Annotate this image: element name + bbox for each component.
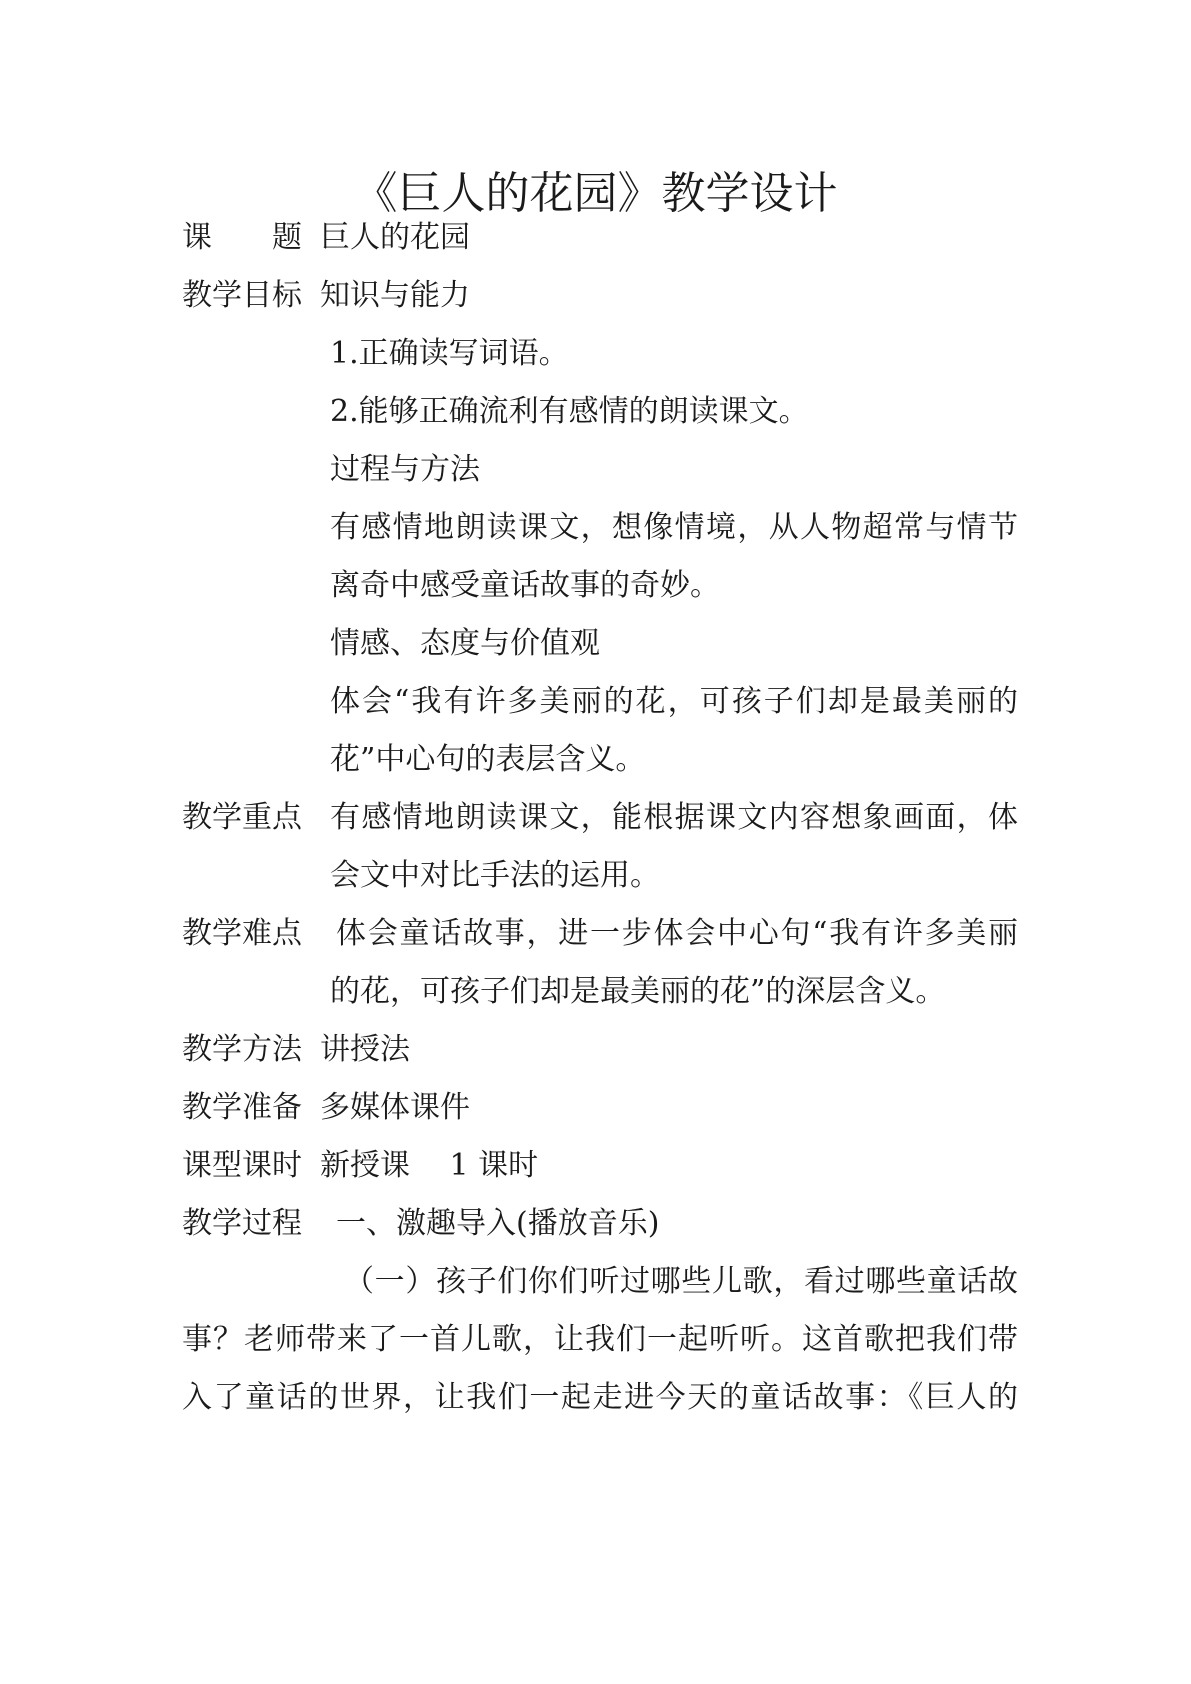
- key-points-line-2: 会文中对比手法的运用。: [330, 858, 660, 893]
- value-preparation: 多媒体课件: [320, 1090, 470, 1125]
- value-topic: 巨人的花园: [320, 220, 470, 255]
- goals-process-line-1: 有感情地朗读课文，想像情境，从人物超常与情节: [330, 510, 1018, 545]
- process-paragraph-line-3: 入了童话的世界，让我们一起走进今天的童话故事：《巨人的: [182, 1380, 1018, 1415]
- label-difficulties: 教学难点: [182, 916, 302, 951]
- label-goals: 教学目标: [182, 278, 302, 313]
- process-section-1: 一、激趣导入(播放音乐): [336, 1206, 660, 1241]
- label-topic: [182, 218, 302, 258]
- label-lesson-type: 课型课时: [182, 1148, 302, 1183]
- process-paragraph-line-1: （一）孩子们你们听过哪些儿歌，看过哪些童话故: [344, 1264, 1018, 1299]
- goals-heading-process: 过程与方法: [330, 452, 480, 487]
- goals-item-1: 1.正确读写词语。: [330, 336, 569, 371]
- label-method: 教学方法: [182, 1032, 302, 1067]
- goals-emotion-line-2: 花”中心句的表层含义。: [330, 742, 646, 777]
- goals-emotion-line-1: 体会“我有许多美丽的花，可孩子们却是最美丽的: [330, 684, 1018, 719]
- difficulties-line-2: 的花，可孩子们却是最美丽的花”的深层含义。: [330, 974, 946, 1009]
- difficulties-line-1: 体会童话故事，进一步体会中心句“我有许多美丽: [336, 916, 1018, 951]
- key-points-line-1: 有感情地朗读课文，能根据课文内容想象画面，体: [330, 800, 1018, 835]
- label-key-points: 教学重点: [182, 800, 302, 835]
- goals-heading-knowledge: 知识与能力: [320, 278, 470, 313]
- label-process: 教学过程: [182, 1206, 302, 1241]
- value-method: 讲授法: [320, 1032, 410, 1067]
- label-preparation: 教学准备: [182, 1090, 302, 1125]
- goals-item-2: 2.能够正确流利有感情的朗读课文。: [330, 394, 809, 429]
- goals-heading-emotion: 情感、态度与价值观: [330, 626, 600, 661]
- process-paragraph-line-2: 事？老师带来了一首儿歌，让我们一起听听。这首歌把我们带: [182, 1322, 1018, 1357]
- goals-process-line-2: 离奇中感受童话故事的奇妙。: [330, 568, 720, 603]
- page-title: 《巨人的花园》教学设计: [353, 168, 838, 219]
- label-topic-text: 课 题: [182, 220, 302, 255]
- value-lesson-type: 新授课 1 课时: [320, 1148, 539, 1183]
